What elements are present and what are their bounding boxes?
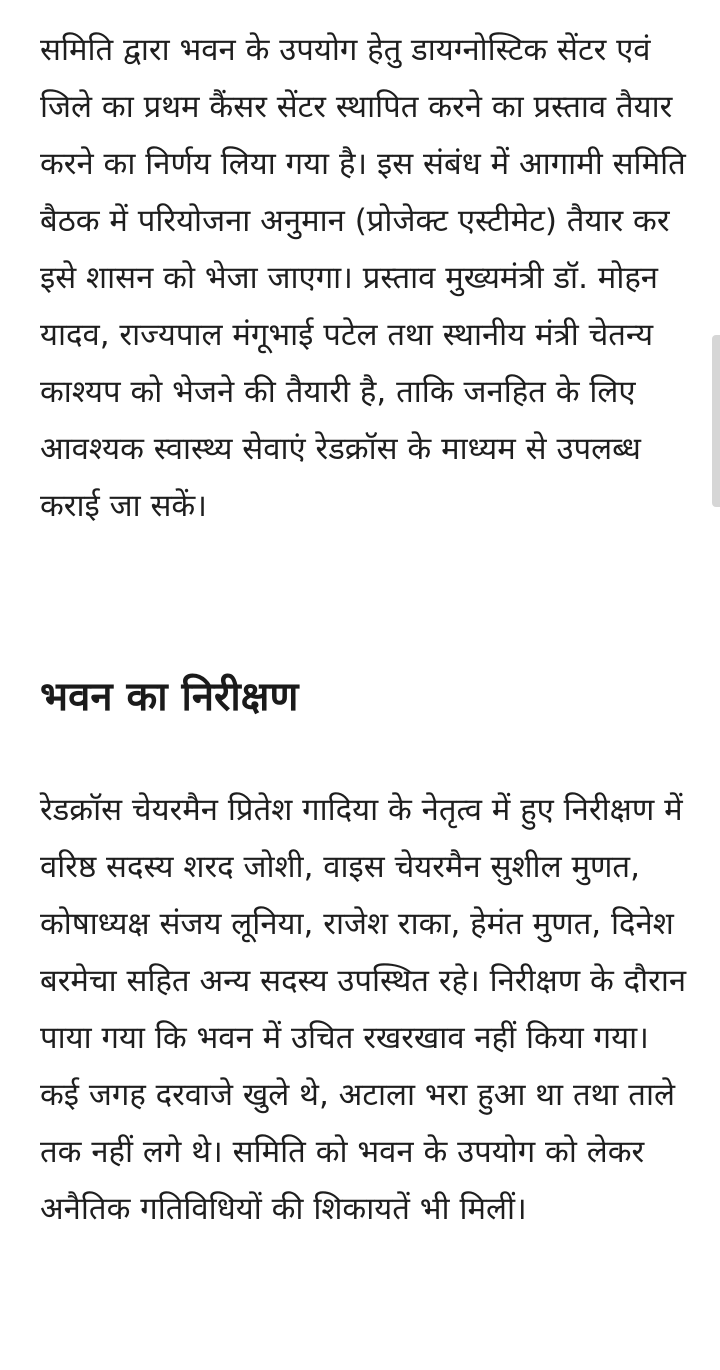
scrollbar-thumb[interactable] xyxy=(712,335,720,507)
article-paragraph-2: रेडक्रॉस चेयरमैन प्रितेश गादिया के नेतृत्व में हुए निरीक्षण में वरिष्ठ सदस्य शरद जोशी, वाइस चेयरमैन सुशील मुणत, कोषाध्यक्ष संजय लूनिया, राजेश राका, हेमंत मुणत, दिनेश बरमेचा सहित अन्य सदस्य उपस्थित रहे। निरीक्षण के दौरान पाया गया कि भवन में उचित रखरखाव नहीं किया गया। कई जगह दरवाजे खुले थे, अटाला भरा हुआ था तथा ताले तक नहीं लगे थे। समिति को भवन के उपयोग को लेकर अनैतिक गतिविधियों की शिकायतें भी मिलीं। xyxy=(40,792,687,1227)
section-heading: भवन का निरीक्षण xyxy=(40,674,299,720)
article-paragraph-1: समिति द्वारा भवन के उपयोग हेतु डायग्नोस्टिक सेंटर एवं जिले का प्रथम कैंसर सेंटर स्थापित करने का प्रस्ताव तैयार करने का निर्णय लिया गया है। इस संबंध में आगामी समिति बैठक में परियोजना अनुमान (प्रोजेक्ट एस्टीमेट) तैयार कर इसे शासन को भेजा जाएगा। प्रस्ताव मुख्यमंत्री डॉ. मोहन यादव, राज्यपाल मंगूभाई पटेल तथा स्थानीय मंत्री चेतन्य काश्यप को भेजने की तैयारी है, ताकि जनहित के लिए आवश्यक स्वास्थ्य सेवाएं रेडक्रॉस के माध्यम से उपलब्ध कराई जा सकें। xyxy=(40,32,686,524)
